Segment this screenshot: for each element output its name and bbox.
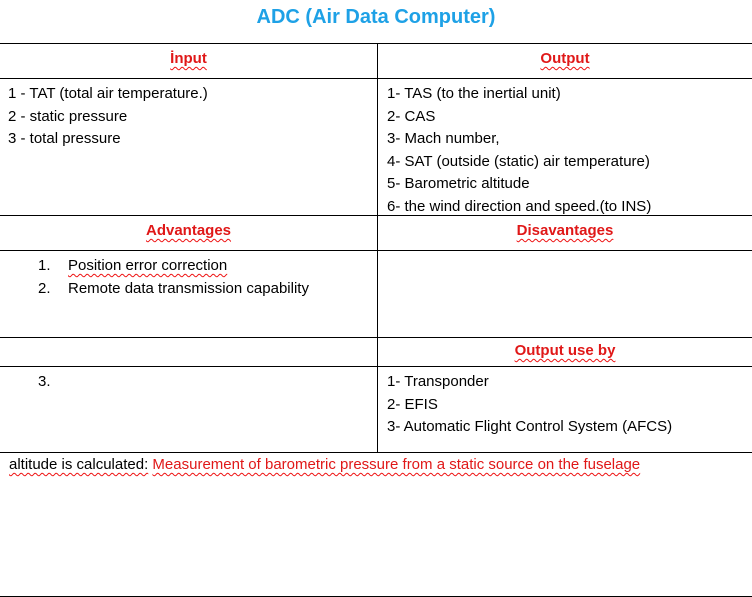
output-use-by-header: Output use by bbox=[514, 342, 616, 359]
output-item-1: 1- TAS (to the inertial unit) bbox=[387, 85, 561, 102]
advantage-item-2: 2. Remote data transmission capability bbox=[38, 279, 309, 297]
document-title bbox=[0, 0, 752, 44]
output-use-row bbox=[0, 367, 752, 453]
advantages-list bbox=[0, 251, 378, 337]
output-item-3: 3- Mach number, bbox=[387, 130, 500, 147]
advantages-header: Advantages bbox=[0, 216, 378, 251]
output-use-item-3: 3- Automatic Flight Control System (AFCS) bbox=[387, 418, 673, 435]
output-use-item-2: 2- EFIS bbox=[387, 395, 438, 413]
altitude-note bbox=[0, 453, 752, 597]
input-output-row bbox=[0, 79, 752, 216]
output-use-item-1: 1- Transponder bbox=[387, 373, 489, 390]
altitude-label: altitude is calculated: bbox=[9, 456, 149, 473]
input-item-1: 1 - TAT (total air temperature.) bbox=[8, 85, 208, 102]
advantage-item-3: 3. bbox=[38, 373, 51, 390]
disadvantages-header: Disavantages bbox=[516, 222, 614, 239]
title-text: ADC (Air Data Computer) bbox=[256, 6, 496, 28]
output-item-4: 4- SAT (outside (static) air temperature) bbox=[387, 152, 650, 170]
output-use-by-list bbox=[378, 367, 752, 452]
output-list bbox=[378, 79, 752, 215]
empty-header-cell bbox=[0, 338, 378, 366]
disadvantages-cell bbox=[378, 251, 752, 337]
advantages-extra bbox=[0, 367, 378, 452]
output-item-2: 2- CAS bbox=[387, 107, 436, 125]
advantages-row bbox=[0, 251, 752, 338]
adc-table bbox=[0, 44, 752, 453]
table-header-row bbox=[0, 44, 752, 79]
output-header: Output bbox=[540, 50, 590, 67]
advantage-item-1: 1. Position error correction bbox=[38, 257, 228, 274]
output-item-6: 6- the wind direction and speed.(to INS) bbox=[387, 197, 652, 215]
adv-header-row bbox=[0, 216, 752, 251]
input-header: İnput bbox=[0, 44, 378, 79]
input-item-3: 3 - total pressure bbox=[8, 130, 121, 147]
output-item-5: 5- Barometric altitude bbox=[387, 175, 530, 192]
altitude-value: Measurement of barometric pressure from a static source on the fuselage bbox=[152, 456, 641, 473]
input-item-2: 2 - static pressure bbox=[8, 107, 128, 125]
output-use-header-row bbox=[0, 338, 752, 367]
input-list bbox=[0, 79, 378, 215]
